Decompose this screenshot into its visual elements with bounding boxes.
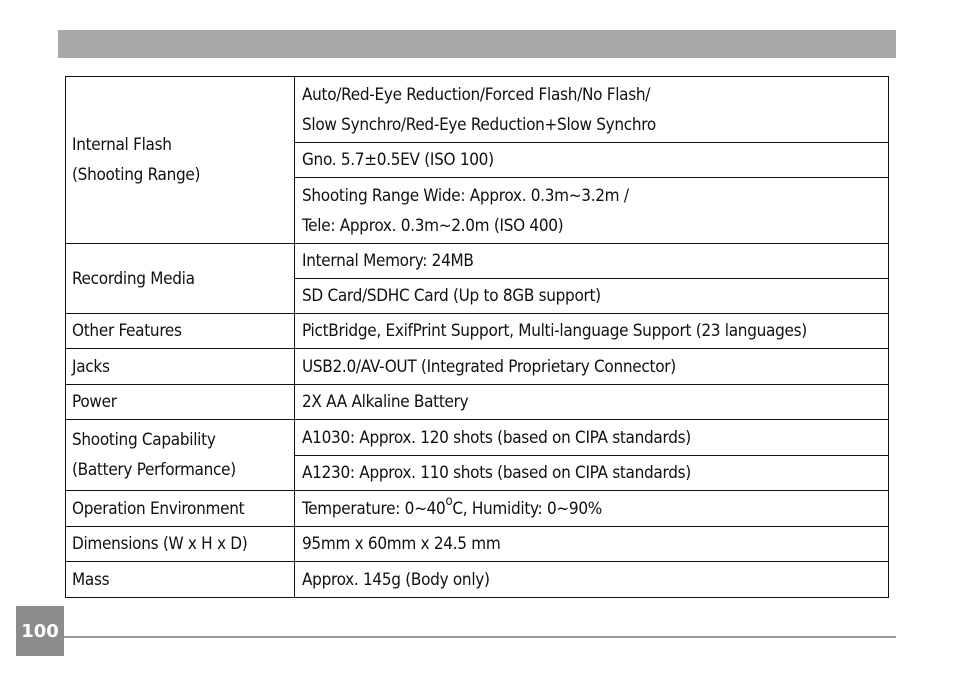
value-line: Tele: Approx. 0.3m~2.0m (ISO 400) bbox=[302, 215, 564, 236]
humidity-text: C, Humidity: 0~90% bbox=[452, 498, 602, 519]
spec-value-internal-memory: Internal Memory: 24MB bbox=[295, 244, 889, 279]
specifications-table bbox=[65, 76, 889, 598]
table-row bbox=[66, 385, 889, 420]
spec-label-power: Power bbox=[66, 385, 295, 420]
table-row bbox=[66, 314, 889, 349]
spec-label-dimensions: Dimensions (W x H x D) bbox=[66, 527, 295, 562]
table-row bbox=[66, 491, 889, 527]
spec-value-other-features: PictBridge, ExifPrint Support, Multi-language Support (23 languages) bbox=[295, 314, 889, 349]
spec-value-jacks: USB2.0/AV-OUT (Integrated Proprietary Connector) bbox=[295, 349, 889, 385]
label-line: (Shooting Range) bbox=[72, 165, 201, 185]
spec-value-dimensions: 95mm x 60mm x 24.5 mm bbox=[295, 527, 889, 562]
label-line: (Battery Performance) bbox=[72, 460, 236, 480]
table-row bbox=[66, 527, 889, 562]
value-line: Auto/Red-Eye Reduction/Forced Flash/No Flash/ bbox=[302, 84, 651, 105]
spec-value-flash-range bbox=[295, 178, 889, 244]
temperature-text: Temperature: 0~40 bbox=[302, 498, 446, 519]
table-row bbox=[66, 420, 889, 456]
header-bar bbox=[58, 30, 896, 58]
spec-value-a1230-shots: A1230: Approx. 110 shots (based on CIPA standards) bbox=[295, 456, 889, 491]
spec-label-mass: Mass bbox=[66, 562, 295, 598]
footer-rule bbox=[64, 636, 896, 638]
spec-label-other-features: Other Features bbox=[66, 314, 295, 349]
spec-value-sd-card: SD Card/SDHC Card (Up to 8GB support) bbox=[295, 279, 889, 314]
spec-value-guide-number: Gno. 5.7±0.5EV (ISO 100) bbox=[295, 143, 889, 178]
label-line: Shooting Capability bbox=[72, 430, 216, 450]
spec-label-recording-media: Recording Media bbox=[66, 244, 295, 314]
spec-label-shooting-capability bbox=[66, 420, 295, 491]
spec-value-a1030-shots: A1030: Approx. 120 shots (based on CIPA standards) bbox=[295, 420, 889, 456]
spec-value-flash-modes bbox=[295, 77, 889, 143]
spec-label-jacks: Jacks bbox=[66, 349, 295, 385]
value-line: Shooting Range Wide: Approx. 0.3m~3.2m / bbox=[302, 185, 629, 206]
page-number: 100 bbox=[16, 606, 64, 656]
value-line: Slow Synchro/Red-Eye Reduction+Slow Synchro bbox=[302, 114, 656, 135]
spec-label-operation-environment: Operation Environment bbox=[66, 491, 295, 527]
spec-label-internal-flash bbox=[66, 77, 295, 244]
degree-symbol: o bbox=[445, 493, 453, 509]
label-line: Internal Flash bbox=[72, 135, 172, 155]
table-row bbox=[66, 244, 889, 279]
table-row bbox=[66, 562, 889, 598]
table-row bbox=[66, 77, 889, 143]
spec-value-mass: Approx. 145g (Body only) bbox=[295, 562, 889, 598]
spec-value-power: 2X AA Alkaline Battery bbox=[295, 385, 889, 420]
table-row bbox=[66, 349, 889, 385]
spec-value-operation-environment bbox=[295, 491, 889, 527]
